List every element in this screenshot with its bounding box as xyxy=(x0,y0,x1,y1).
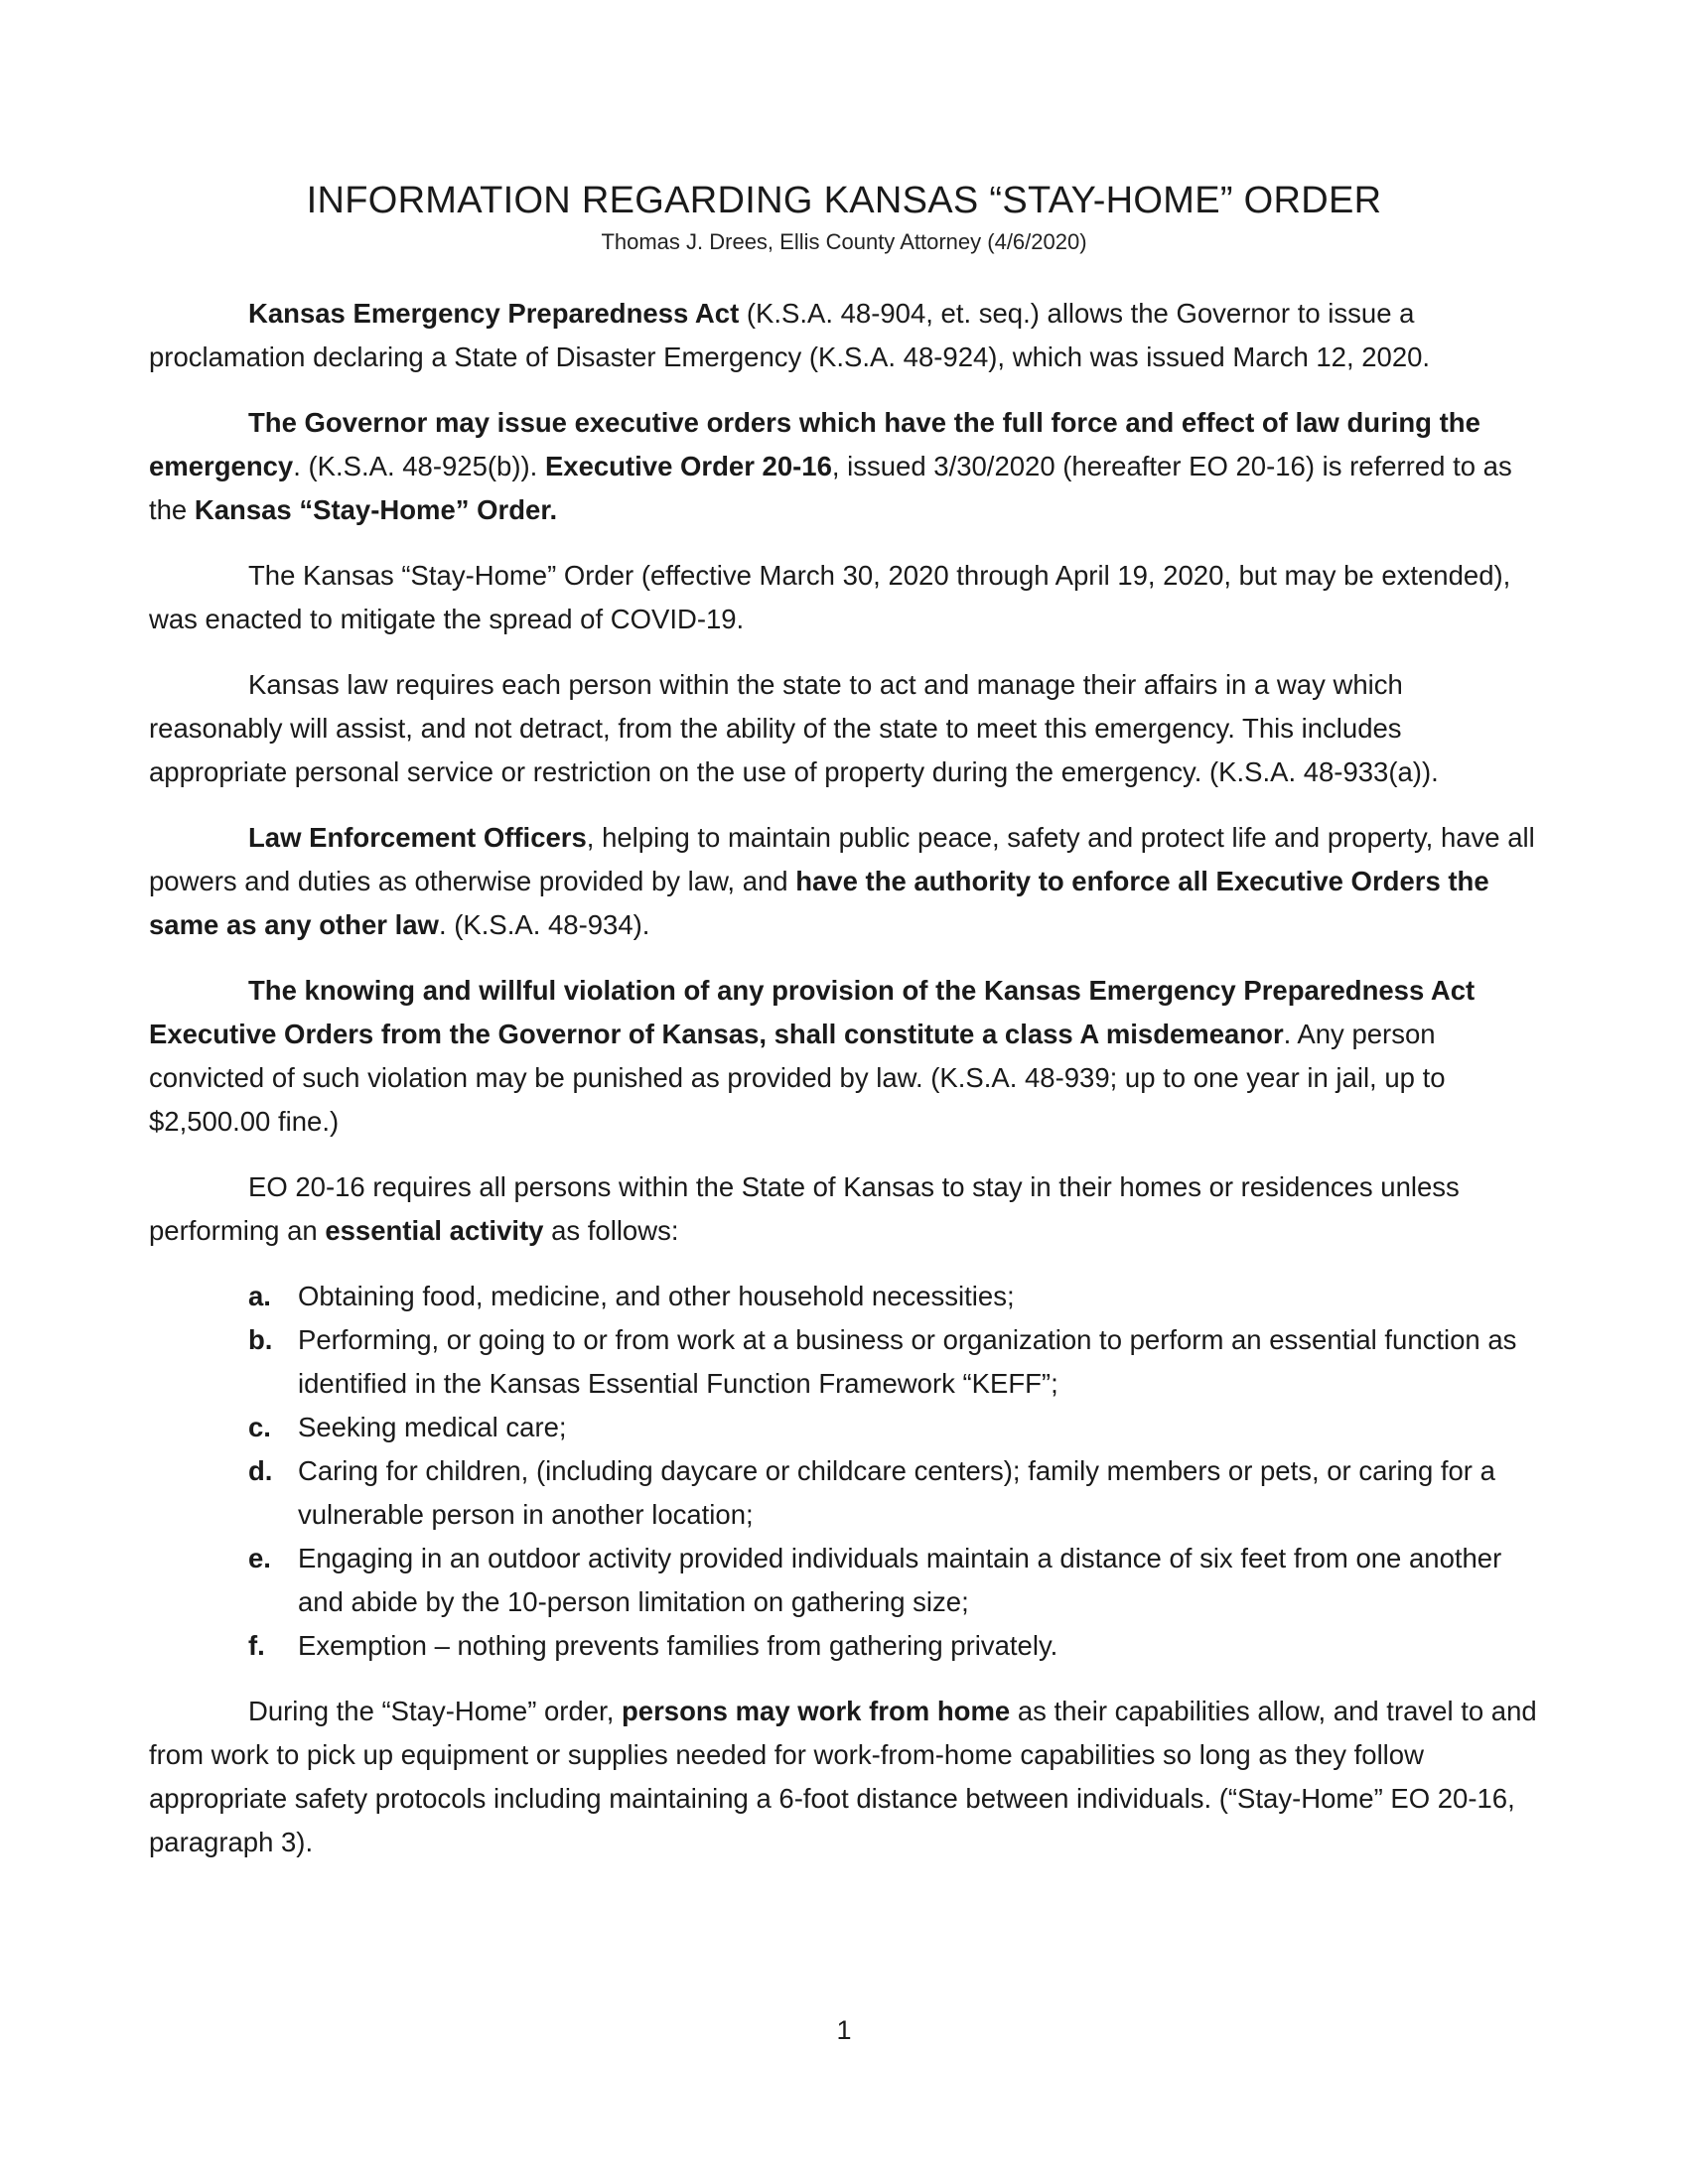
bold-text: Kansas “Stay-Home” Order. xyxy=(194,494,558,525)
list-marker: c. xyxy=(248,1412,271,1442)
paragraph-text: . (K.S.A. 48-925(b)). xyxy=(293,451,545,481)
paragraph-text: (K.S.A. 48-904, et. seq.) allows the Governor to issue a proclamation declaring a State of Disaster Emergency (K.S.A. 48-924), which was issued March 12, 2020. xyxy=(149,298,1431,372)
document-subtitle: Thomas J. Drees, Ellis County Attorney (4/6/2020) xyxy=(601,229,1087,254)
paragraph-work-from-home xyxy=(149,1690,1539,1864)
list-item-text: Caring for children, (including daycare or childcare centers); family members or pets, or caring for a vulnerable person in another location; xyxy=(298,1455,1495,1530)
bold-text: persons may work from home xyxy=(621,1696,1011,1726)
list-item-text: Exemption – nothing prevents families from gathering privately. xyxy=(298,1630,1058,1661)
bold-text: Kansas Emergency Preparedness Act xyxy=(248,298,740,329)
list-marker: b. xyxy=(248,1324,273,1355)
list-item-text: Seeking medical care; xyxy=(298,1412,567,1442)
bold-text: The knowing and willful violation of any provision of the Kansas Emergency Preparedness Act Executive Orders from the Governor of Kansas, shall constitute a class A misdemeanor xyxy=(149,975,1476,1049)
list-item-text: Obtaining food, medicine, and other household necessities; xyxy=(298,1281,1015,1311)
paragraph-text: EO 20-16 requires all persons within the State of Kansas to stay in their homes or residences unless performing an xyxy=(149,1171,1460,1246)
list-item xyxy=(149,1449,1539,1537)
paragraph-emergency-act xyxy=(149,292,1539,379)
list-item xyxy=(149,1537,1539,1624)
bold-text: essential activity xyxy=(325,1215,544,1246)
list-item-text: Engaging in an outdoor activity provided individuals maintain a distance of six feet from one another and abide by the 10-person limitation on gathering size; xyxy=(298,1543,1502,1617)
list-item xyxy=(149,1406,1539,1449)
list-item-text: Performing, or going to or from work at a business or organization to perform an essential function as identified in the Kansas Essential Function Framework “KEFF”; xyxy=(298,1324,1517,1399)
paragraph-text: , helping to maintain public peace, safety and protect life and property, have all powers and duties as otherwise provided by law, and xyxy=(149,822,1535,896)
paragraph-text: . (K.S.A. 48-934). xyxy=(438,909,650,940)
paragraph-kansas-law xyxy=(149,663,1539,794)
paragraph-law-enforcement xyxy=(149,816,1539,947)
paragraph-text: as follows: xyxy=(543,1215,679,1246)
paragraph-text: . Any person convicted of such violation may be punished as provided by law. (K.S.A. 48-939; up to one year in jail, up to $2,500.00 fine.) xyxy=(149,1019,1446,1137)
paragraph-stay-home-order xyxy=(149,554,1539,641)
paragraph-text: During the “Stay-Home” order, xyxy=(248,1696,622,1726)
paragraph-essential-activity xyxy=(149,1165,1539,1253)
bold-text: have the authority to enforce all Executive Orders the same as any other law xyxy=(149,866,1489,940)
bold-text: Executive Order 20-16 xyxy=(544,451,832,481)
essential-activity-list xyxy=(149,1275,1539,1668)
page-number: 1 xyxy=(836,2015,852,2045)
bold-text: Law Enforcement Officers xyxy=(248,822,587,853)
list-item xyxy=(149,1318,1539,1406)
paragraph-text: as their capabilities allow, and travel to and from work to pick up equipment or supplies needed for work-from-home capabilities so long as they follow appropriate safety protocols including maintaining a 6-foot distance between individuals. (“Stay-Home” EO 20-16, paragraph 3). xyxy=(149,1696,1537,1857)
paragraph-text: The Kansas “Stay-Home” Order (effective March 30, 2020 through April 19, 2020, but may be extended), was enacted to mitigate the spread of COVID-19. xyxy=(149,560,1511,634)
list-marker: f. xyxy=(248,1630,265,1661)
paragraph-text: Kansas law requires each person within the state to act and manage their affairs in a way which reasonably will assist, and not detract, from the ability of the state to meet this emergency. This includes appropriate personal service or restriction on the use of property during the emergency. (K.S.A. 48-933(a)). xyxy=(149,669,1439,787)
list-marker: e. xyxy=(248,1543,271,1573)
list-item xyxy=(149,1275,1539,1318)
list-marker: a. xyxy=(248,1281,271,1311)
paragraph-violation xyxy=(149,969,1539,1144)
bold-text: The Governor may issue executive orders which have the full force and effect of law during the emergency xyxy=(149,407,1480,481)
document-body xyxy=(149,292,1539,1886)
list-item xyxy=(149,1624,1539,1668)
document-title: INFORMATION REGARDING KANSAS “STAY-HOME” ORDER xyxy=(306,180,1382,221)
paragraph-executive-orders xyxy=(149,401,1539,532)
list-marker: d. xyxy=(248,1455,273,1486)
paragraph-text: , issued 3/30/2020 (hereafter EO 20-16) is referred to as the xyxy=(149,451,1512,525)
